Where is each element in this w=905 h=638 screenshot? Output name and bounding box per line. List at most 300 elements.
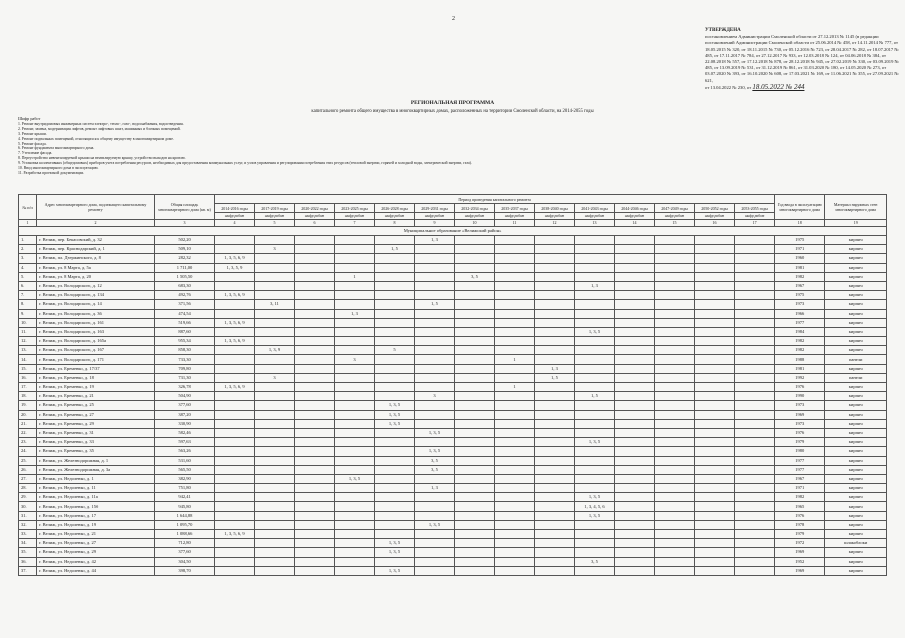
row-number: 9.	[19, 309, 37, 318]
row-work-codes	[295, 346, 335, 355]
row-work-codes	[695, 373, 735, 382]
column-index: 13	[575, 220, 615, 227]
row-work-codes	[655, 272, 695, 281]
legend-item: 8. Переустройство невентилируемой крыши на вентилируемую крышу, устройство выходов на кровлю.	[18, 156, 186, 161]
row-work-codes	[455, 281, 495, 290]
row-work-codes	[295, 438, 335, 447]
row-work-codes	[295, 263, 335, 272]
row-work-codes	[335, 401, 375, 410]
row-work-codes	[735, 373, 775, 382]
row-work-codes	[255, 493, 295, 502]
row-work-codes: 3, 5	[415, 465, 455, 474]
row-work-codes	[375, 428, 415, 437]
row-work-codes	[615, 346, 655, 355]
row-number: 12.	[19, 337, 37, 346]
row-work-codes	[255, 236, 295, 245]
row-work-codes: 3	[415, 392, 455, 401]
row-work-codes: 3, 5	[575, 557, 615, 566]
row-work-codes	[655, 465, 695, 474]
row-work-codes	[575, 548, 615, 557]
municipality-name: Муниципальное образование «Велижский район»	[19, 227, 887, 236]
row-year: 1982	[775, 337, 825, 346]
row-work-codes	[695, 245, 735, 254]
doc-subtitle: капитального ремонта общего имущества в многоквартирных домах, расположенных на территории Смоленской области, на 2014-2055 годы	[311, 109, 594, 114]
row-work-codes	[335, 511, 375, 520]
row-number: 31.	[19, 511, 37, 520]
row-work-codes	[255, 548, 295, 557]
period-header: 2038-2040 годы	[535, 204, 575, 213]
row-work-codes	[335, 502, 375, 511]
approval-last-line	[705, 84, 901, 91]
table-row	[19, 410, 887, 419]
legend-item: 7. Утепление фасада.	[18, 151, 53, 156]
row-area: 531,60	[155, 456, 215, 465]
table-row	[19, 373, 887, 382]
row-work-codes: 1, 3, 5	[375, 401, 415, 410]
row-work-codes	[615, 438, 655, 447]
row-work-codes	[575, 373, 615, 382]
row-material: шлакоблоки	[825, 539, 887, 548]
row-work-codes	[215, 456, 255, 465]
row-work-codes	[575, 428, 615, 437]
row-address: г. Велиж, ул. Еременко, д. 35	[37, 447, 155, 456]
row-work-codes	[455, 566, 495, 575]
row-work-codes	[415, 383, 455, 392]
table-row	[19, 401, 887, 410]
row-work-codes	[455, 511, 495, 520]
row-work-codes	[615, 291, 655, 300]
row-number: 27.	[19, 474, 37, 483]
row-year: 1977	[775, 456, 825, 465]
row-work-codes	[535, 511, 575, 520]
column-index: 12	[535, 220, 575, 227]
row-work-codes	[455, 502, 495, 511]
row-work-codes	[535, 502, 575, 511]
row-work-codes	[495, 300, 535, 309]
row-material: кирпич	[825, 419, 887, 428]
row-number: 35.	[19, 548, 37, 557]
row-address: г. Велиж, ул. Володарского, д. 14	[37, 300, 155, 309]
row-work-codes: 1, 5	[535, 373, 575, 382]
row-work-codes	[615, 474, 655, 483]
row-year: 1975	[775, 291, 825, 300]
row-year: 1978	[775, 520, 825, 529]
table-row	[19, 548, 887, 557]
legend-item: 6. Ремонт фундамента многоквартирного дома.	[18, 146, 95, 151]
row-year: 1992	[775, 373, 825, 382]
table-row	[19, 245, 887, 254]
row-work-codes	[615, 557, 655, 566]
row-material: кирпич	[825, 474, 887, 483]
column-index: 7	[335, 220, 375, 227]
row-area: 492,76	[155, 291, 215, 300]
table-row	[19, 419, 887, 428]
row-work-codes	[295, 566, 335, 575]
row-work-codes	[255, 291, 295, 300]
row-work-codes	[735, 438, 775, 447]
row-work-codes: 1, 3, 5	[375, 548, 415, 557]
legend-heading: Шифр работ	[18, 116, 41, 121]
row-work-codes	[495, 318, 535, 327]
row-number: 2.	[19, 245, 37, 254]
row-year: 1966	[775, 309, 825, 318]
row-work-codes	[655, 364, 695, 373]
row-work-codes	[655, 309, 695, 318]
header-period: Период проведения капитального ремонта	[215, 195, 775, 204]
row-work-codes	[615, 263, 655, 272]
row-material: кирпич	[825, 530, 887, 539]
row-work-codes	[735, 263, 775, 272]
row-work-codes	[295, 502, 335, 511]
row-work-codes: 1, 3, 5, 6, 9	[215, 291, 255, 300]
row-work-codes	[615, 309, 655, 318]
period-header: 2017-2019 годы	[255, 204, 295, 213]
row-work-codes	[615, 318, 655, 327]
row-work-codes	[215, 511, 255, 520]
row-work-codes	[415, 309, 455, 318]
row-work-codes	[375, 355, 415, 364]
row-area: 502,20	[155, 236, 215, 245]
row-work-codes	[615, 337, 655, 346]
row-work-codes	[375, 254, 415, 263]
row-work-codes	[695, 401, 735, 410]
table-row	[19, 327, 887, 336]
row-work-codes	[255, 337, 295, 346]
row-work-codes	[575, 245, 615, 254]
row-work-codes: 1, 5	[375, 245, 415, 254]
row-work-codes	[375, 502, 415, 511]
row-area: 474,54	[155, 309, 215, 318]
row-work-codes	[455, 346, 495, 355]
row-number: 5.	[19, 272, 37, 281]
row-work-codes	[575, 465, 615, 474]
table-row	[19, 309, 887, 318]
legend-item: 11. Разработка проектной документации.	[18, 170, 85, 175]
row-work-codes	[735, 254, 775, 263]
row-work-codes	[215, 548, 255, 557]
row-work-codes: 1, 3, 4, 5, 6	[575, 502, 615, 511]
row-material: кирпич	[825, 318, 887, 327]
row-work-codes	[575, 263, 615, 272]
row-year: 1967	[775, 474, 825, 483]
table-row	[19, 511, 887, 520]
row-work-codes	[655, 447, 695, 456]
row-work-codes	[375, 465, 415, 474]
row-address: г. Велиж, ул. Володарского, д. 171	[37, 355, 155, 364]
row-work-codes	[255, 309, 295, 318]
row-work-codes	[535, 465, 575, 474]
row-work-codes: 1, 5	[575, 392, 615, 401]
row-work-codes	[295, 373, 335, 382]
table-row	[19, 447, 887, 456]
row-work-codes	[575, 474, 615, 483]
row-work-codes	[735, 548, 775, 557]
row-work-codes	[255, 355, 295, 364]
row-work-codes	[535, 383, 575, 392]
row-work-codes	[695, 557, 735, 566]
column-index: 17	[735, 220, 775, 227]
row-work-codes	[335, 484, 375, 493]
row-work-codes	[455, 557, 495, 566]
row-work-codes	[535, 428, 575, 437]
row-year: 1965	[775, 502, 825, 511]
row-work-codes	[495, 410, 535, 419]
row-work-codes	[535, 520, 575, 529]
row-work-codes	[615, 502, 655, 511]
column-index: 9	[415, 220, 455, 227]
row-work-codes	[335, 566, 375, 575]
row-work-codes	[535, 291, 575, 300]
row-address: г. Велиж, ул. Железнодорожная, д. 1	[37, 456, 155, 465]
column-index: 18	[775, 220, 825, 227]
row-work-codes	[655, 245, 695, 254]
row-work-codes	[215, 557, 255, 566]
legend-item: 10. Ввод многоквартирного дома в эксплуатацию.	[18, 166, 99, 171]
row-year: 1990	[775, 392, 825, 401]
row-work-codes: 1, 3, 5	[375, 410, 415, 419]
row-material: кирпич	[825, 484, 887, 493]
row-work-codes	[255, 254, 295, 263]
row-number: 34.	[19, 539, 37, 548]
row-area: 731,30	[155, 373, 215, 382]
row-area: 398,70	[155, 566, 215, 575]
row-work-codes	[295, 236, 335, 245]
row-work-codes	[455, 300, 495, 309]
table-row	[19, 484, 887, 493]
row-work-codes	[415, 502, 455, 511]
row-work-codes	[695, 383, 735, 392]
row-work-codes	[215, 373, 255, 382]
row-material: кирпич	[825, 291, 887, 300]
row-number: 16.	[19, 373, 37, 382]
row-work-codes	[375, 281, 415, 290]
row-work-codes	[735, 484, 775, 493]
row-work-codes	[255, 272, 295, 281]
row-work-codes	[655, 511, 695, 520]
row-work-codes	[695, 410, 735, 419]
row-work-codes	[735, 318, 775, 327]
row-work-codes	[655, 419, 695, 428]
column-index: 8	[375, 220, 415, 227]
period-header: 2044-2046 годы	[615, 204, 655, 213]
row-work-codes	[375, 373, 415, 382]
table-row	[19, 428, 887, 437]
row-address: г. Велиж, ул. Володарского, д. 163	[37, 327, 155, 336]
row-address: г. Велиж, ул. Недоленко, д. 19	[37, 520, 155, 529]
row-number: 37.	[19, 566, 37, 575]
row-area: 751,80	[155, 484, 215, 493]
row-number: 3.	[19, 254, 37, 263]
row-work-codes	[215, 300, 255, 309]
column-index: 15	[655, 220, 695, 227]
row-work-codes	[735, 511, 775, 520]
row-work-codes	[655, 548, 695, 557]
row-work-codes	[615, 373, 655, 382]
row-work-codes	[615, 364, 655, 373]
row-work-codes	[335, 263, 375, 272]
row-work-codes: 1, 3	[335, 309, 375, 318]
row-material: кирпич	[825, 456, 887, 465]
row-work-codes	[295, 493, 335, 502]
row-address: г. Велиж, ул. Недоленко, д. 1	[37, 474, 155, 483]
row-material: кирпич	[825, 401, 887, 410]
column-index: 2	[37, 220, 155, 227]
row-work-codes: 1, 3, 5	[575, 493, 615, 502]
row-work-codes	[735, 383, 775, 392]
row-address: г. Велиж, ул. Еременко, д. 31	[37, 428, 155, 437]
row-area: 945,80	[155, 502, 215, 511]
legend-item: 2. Ремонт, замена, модернизация лифтов, ремонт лифтовых шахт, машинных и блочных помещений.	[18, 126, 181, 131]
row-work-codes	[655, 438, 695, 447]
row-work-codes	[535, 419, 575, 428]
row-area: 1 095,70	[155, 520, 215, 529]
row-work-codes	[695, 318, 735, 327]
row-work-codes	[335, 557, 375, 566]
row-material: панели	[825, 373, 887, 382]
work-code-header: шифр работ	[255, 213, 295, 220]
row-material: кирпич	[825, 447, 887, 456]
row-work-codes	[695, 337, 735, 346]
row-address: г. Велиж, ул. Еременко, д. 27	[37, 410, 155, 419]
row-work-codes	[455, 383, 495, 392]
row-address: г. Велиж, ул. Володарского, д. 167	[37, 346, 155, 355]
row-work-codes	[215, 272, 255, 281]
row-work-codes	[375, 447, 415, 456]
row-work-codes	[215, 392, 255, 401]
row-work-codes	[215, 502, 255, 511]
row-work-codes	[535, 438, 575, 447]
row-work-codes	[575, 410, 615, 419]
table-row	[19, 502, 887, 511]
row-number: 19.	[19, 401, 37, 410]
row-year: 1976	[775, 511, 825, 520]
row-work-codes	[495, 428, 535, 437]
row-work-codes	[735, 474, 775, 483]
row-work-codes	[215, 419, 255, 428]
row-material: кирпич	[825, 392, 887, 401]
row-work-codes	[295, 355, 335, 364]
row-work-codes: 1, 3, 5, 6, 9	[215, 337, 255, 346]
row-material: кирпич	[825, 566, 887, 575]
row-work-codes	[295, 291, 335, 300]
row-year: 1977	[775, 318, 825, 327]
row-work-codes	[375, 520, 415, 529]
row-work-codes	[655, 300, 695, 309]
row-work-codes	[295, 309, 335, 318]
row-work-codes	[455, 392, 495, 401]
row-work-codes	[375, 474, 415, 483]
row-work-codes: 1, 3, 5, 6, 9	[215, 383, 255, 392]
row-address: г. Велиж, ул. Еременко, д. 21	[37, 392, 155, 401]
row-work-codes	[535, 557, 575, 566]
row-work-codes	[335, 245, 375, 254]
row-work-codes: 1, 3, 5	[575, 438, 615, 447]
row-area: 887,60	[155, 327, 215, 336]
row-work-codes	[335, 373, 375, 382]
row-work-codes	[615, 484, 655, 493]
row-work-codes	[215, 484, 255, 493]
row-work-codes	[495, 566, 535, 575]
row-year: 1979	[775, 530, 825, 539]
row-work-codes	[735, 465, 775, 474]
row-work-codes	[615, 428, 655, 437]
row-work-codes	[375, 383, 415, 392]
row-year: 1976	[775, 428, 825, 437]
row-address: г. Велиж, ул. Недоленко, д. 11а	[37, 493, 155, 502]
row-work-codes	[455, 245, 495, 254]
row-work-codes	[535, 392, 575, 401]
row-work-codes	[695, 263, 735, 272]
row-work-codes	[535, 548, 575, 557]
row-work-codes	[215, 281, 255, 290]
row-work-codes	[335, 520, 375, 529]
period-header: 2026-2028 годы	[375, 204, 415, 213]
legend-item: 4. Ремонт подвальных помещений, относящихся к общему имуществу в многоквартирном доме.	[18, 136, 174, 141]
column-index: 3	[155, 220, 215, 227]
row-work-codes	[295, 447, 335, 456]
work-code-header: шифр работ	[215, 213, 255, 220]
row-work-codes	[335, 539, 375, 548]
row-work-codes	[255, 447, 295, 456]
row-work-codes	[495, 419, 535, 428]
row-area: 565,50	[155, 465, 215, 474]
row-work-codes	[455, 456, 495, 465]
table-row	[19, 474, 887, 483]
row-work-codes	[215, 520, 255, 529]
row-work-codes	[255, 474, 295, 483]
row-work-codes	[295, 272, 335, 281]
row-number: 1.	[19, 236, 37, 245]
row-work-codes	[255, 438, 295, 447]
row-work-codes	[375, 327, 415, 336]
row-work-codes	[655, 383, 695, 392]
row-work-codes	[535, 346, 575, 355]
row-work-codes	[695, 530, 735, 539]
approval-heading: УТВЕРЖДЕНА	[705, 28, 741, 33]
row-area: 1 505,50	[155, 272, 215, 281]
row-material: кирпич	[825, 511, 887, 520]
row-work-codes	[735, 456, 775, 465]
row-area: 504,90	[155, 392, 215, 401]
row-work-codes	[255, 484, 295, 493]
row-work-codes	[615, 245, 655, 254]
row-number: 20.	[19, 410, 37, 419]
row-work-codes	[655, 474, 695, 483]
period-header: 2032-2034 годы	[455, 204, 495, 213]
row-work-codes	[615, 281, 655, 290]
row-work-codes	[255, 263, 295, 272]
row-work-codes	[255, 428, 295, 437]
row-work-codes	[695, 548, 735, 557]
row-material: кирпич	[825, 263, 887, 272]
row-number: 32.	[19, 520, 37, 529]
row-number: 21.	[19, 419, 37, 428]
row-work-codes	[575, 383, 615, 392]
row-work-codes	[455, 327, 495, 336]
row-work-codes	[735, 291, 775, 300]
row-work-codes	[455, 447, 495, 456]
row-work-codes	[455, 236, 495, 245]
row-work-codes	[575, 484, 615, 493]
row-area: 709,80	[155, 364, 215, 373]
period-header: 2035-2037 годы	[495, 204, 535, 213]
work-code-header: шифр работ	[735, 213, 775, 220]
row-work-codes	[255, 364, 295, 373]
row-work-codes	[455, 419, 495, 428]
row-work-codes	[735, 530, 775, 539]
row-year: 1982	[775, 346, 825, 355]
row-work-codes	[735, 346, 775, 355]
